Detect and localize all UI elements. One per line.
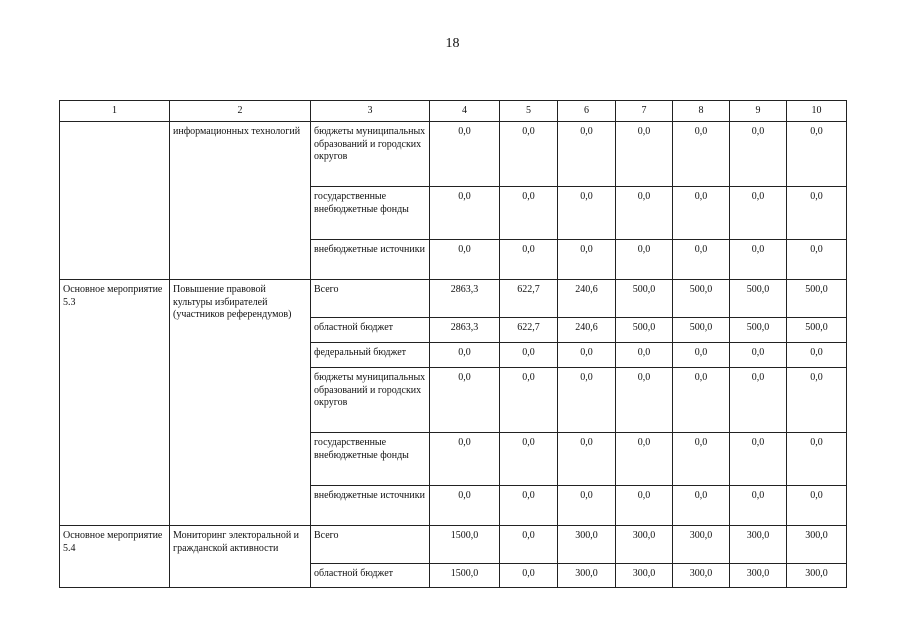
value-cell: 300,0 <box>616 564 673 588</box>
page-number: 18 <box>445 36 460 51</box>
header-cell: 7 <box>616 101 673 122</box>
table-row <box>60 122 847 187</box>
funding-source-cell: внебюджетные источники <box>311 240 430 280</box>
value-cell: 0,0 <box>430 240 500 280</box>
value-cell: 0,0 <box>787 368 847 433</box>
funding-source-cell: Всего <box>311 526 430 564</box>
funding-source-cell: областной бюджет <box>311 564 430 588</box>
value-cell: 0,0 <box>673 368 730 433</box>
value-cell: 500,0 <box>730 280 787 318</box>
value-cell: 0,0 <box>558 433 616 486</box>
value-cell: 500,0 <box>787 318 847 343</box>
value-cell: 300,0 <box>616 526 673 564</box>
value-cell: 300,0 <box>730 526 787 564</box>
value-cell: 0,0 <box>730 187 787 240</box>
value-cell: 0,0 <box>430 433 500 486</box>
budget-table <box>59 100 847 588</box>
value-cell: 300,0 <box>787 564 847 588</box>
activity-name-cell: информационных технологий <box>170 122 311 280</box>
column-number-header <box>60 101 847 122</box>
header-cell: 8 <box>673 101 730 122</box>
value-cell: 0,0 <box>730 122 787 187</box>
header-cell: 3 <box>311 101 430 122</box>
value-cell: 0,0 <box>673 486 730 526</box>
value-cell: 500,0 <box>787 280 847 318</box>
value-cell: 0,0 <box>787 486 847 526</box>
activity-name-cell: Повышение правовой культуры избирателей (участников референдумов) <box>170 280 311 526</box>
value-cell: 0,0 <box>430 368 500 433</box>
value-cell: 0,0 <box>730 368 787 433</box>
value-cell: 0,0 <box>673 122 730 187</box>
value-cell: 300,0 <box>673 526 730 564</box>
value-cell: 622,7 <box>500 318 558 343</box>
value-cell: 0,0 <box>500 187 558 240</box>
funding-source-cell: областной бюджет <box>311 318 430 343</box>
value-cell: 0,0 <box>616 433 673 486</box>
activity-cell: Основное мероприятие 5.4 <box>60 526 170 588</box>
value-cell: 0,0 <box>500 486 558 526</box>
value-cell: 0,0 <box>430 343 500 368</box>
activity-cell <box>60 122 170 280</box>
funding-source-cell: федеральный бюджет <box>311 343 430 368</box>
value-cell: 0,0 <box>430 187 500 240</box>
value-cell: 0,0 <box>730 486 787 526</box>
value-cell: 500,0 <box>673 280 730 318</box>
value-cell: 0,0 <box>558 486 616 526</box>
value-cell: 0,0 <box>430 122 500 187</box>
value-cell: 300,0 <box>558 526 616 564</box>
value-cell: 0,0 <box>673 433 730 486</box>
value-cell: 0,0 <box>500 122 558 187</box>
value-cell: 500,0 <box>616 280 673 318</box>
funding-source-cell: бюджеты муниципальных образований и городских округов <box>311 368 430 433</box>
value-cell: 0,0 <box>787 240 847 280</box>
header-cell: 1 <box>60 101 170 122</box>
header-cell: 10 <box>787 101 847 122</box>
value-cell: 0,0 <box>787 187 847 240</box>
value-cell: 622,7 <box>500 280 558 318</box>
value-cell: 0,0 <box>616 486 673 526</box>
header-cell: 5 <box>500 101 558 122</box>
value-cell: 240,6 <box>558 318 616 343</box>
value-cell: 300,0 <box>730 564 787 588</box>
value-cell: 0,0 <box>730 343 787 368</box>
value-cell: 0,0 <box>730 240 787 280</box>
value-cell: 300,0 <box>558 564 616 588</box>
value-cell: 0,0 <box>500 240 558 280</box>
value-cell: 2863,3 <box>430 280 500 318</box>
value-cell: 0,0 <box>616 240 673 280</box>
value-cell: 0,0 <box>500 433 558 486</box>
funding-source-cell: государственные внебюджетные фонды <box>311 433 430 486</box>
value-cell: 500,0 <box>616 318 673 343</box>
value-cell: 0,0 <box>673 240 730 280</box>
value-cell: 300,0 <box>673 564 730 588</box>
value-cell: 500,0 <box>673 318 730 343</box>
funding-source-cell: государственные внебюджетные фонды <box>311 187 430 240</box>
funding-source-cell: бюджеты муниципальных образований и городских округов <box>311 122 430 187</box>
value-cell: 0,0 <box>616 187 673 240</box>
header-cell: 9 <box>730 101 787 122</box>
table-row <box>60 526 847 564</box>
value-cell: 0,0 <box>500 564 558 588</box>
activity-cell: Основное мероприятие 5.3 <box>60 280 170 526</box>
value-cell: 0,0 <box>616 368 673 433</box>
value-cell: 240,6 <box>558 280 616 318</box>
funding-source-cell: Всего <box>311 280 430 318</box>
value-cell: 0,0 <box>787 433 847 486</box>
value-cell: 0,0 <box>430 486 500 526</box>
table-row <box>60 280 847 318</box>
value-cell: 0,0 <box>787 122 847 187</box>
value-cell: 0,0 <box>616 343 673 368</box>
header-cell: 2 <box>170 101 311 122</box>
value-cell: 0,0 <box>558 187 616 240</box>
value-cell: 0,0 <box>558 343 616 368</box>
value-cell: 0,0 <box>558 122 616 187</box>
value-cell: 1500,0 <box>430 564 500 588</box>
header-cell: 4 <box>430 101 500 122</box>
value-cell: 0,0 <box>673 187 730 240</box>
value-cell: 500,0 <box>730 318 787 343</box>
value-cell: 0,0 <box>500 343 558 368</box>
value-cell: 2863,3 <box>430 318 500 343</box>
value-cell: 0,0 <box>616 122 673 187</box>
value-cell: 300,0 <box>787 526 847 564</box>
activity-name-cell: Мониторинг электоральной и гражданской активности <box>170 526 311 588</box>
value-cell: 0,0 <box>673 343 730 368</box>
value-cell: 0,0 <box>500 526 558 564</box>
value-cell: 0,0 <box>787 343 847 368</box>
value-cell: 0,0 <box>558 368 616 433</box>
value-cell: 0,0 <box>500 368 558 433</box>
funding-source-cell: внебюджетные источники <box>311 486 430 526</box>
header-cell: 6 <box>558 101 616 122</box>
value-cell: 1500,0 <box>430 526 500 564</box>
value-cell: 0,0 <box>558 240 616 280</box>
value-cell: 0,0 <box>730 433 787 486</box>
